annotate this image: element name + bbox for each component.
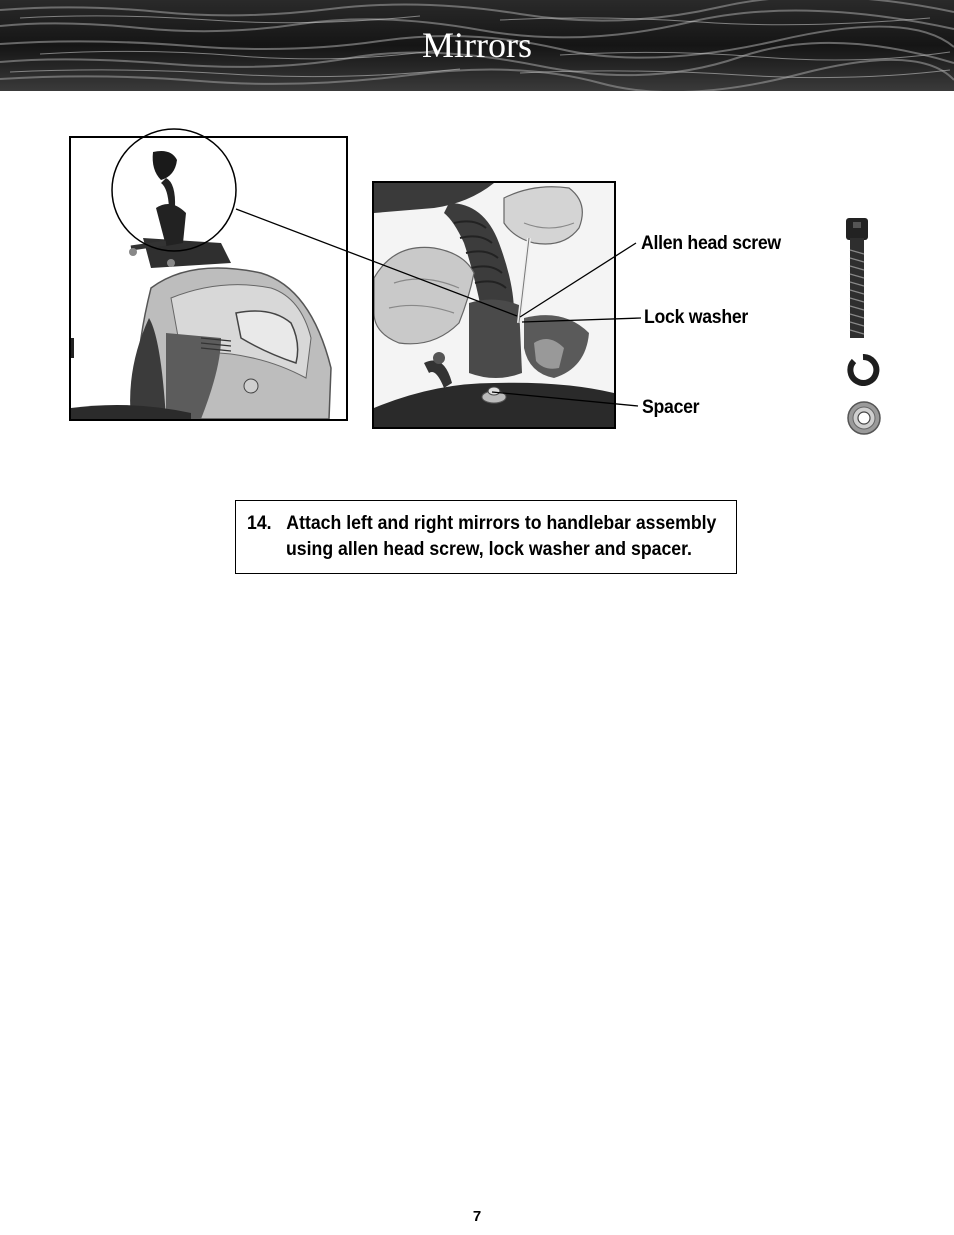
step-line-1 [247, 513, 716, 535]
page-number: 7 [472, 1208, 482, 1225]
scooter-photo [69, 136, 348, 421]
instruction-step-box [235, 500, 737, 574]
header-banner [0, 0, 954, 91]
lock-washer-label: Lock washer [644, 307, 748, 328]
step-text-line-1: Attach left and right mirrors to handlebar assembly [286, 513, 717, 534]
spacer-icon [846, 400, 882, 436]
page-title: Mirrors [422, 25, 532, 65]
allen-head-screw-icon [842, 218, 872, 340]
closeup-mounting-photo [372, 181, 616, 429]
step-number: 14. [247, 513, 272, 534]
lock-washer-icon [846, 354, 880, 386]
allen-head-screw-label: Allen head screw [641, 233, 781, 254]
step-text-line-2: using allen head screw, lock washer and spacer. [286, 539, 692, 560]
spacer-label: Spacer [642, 397, 700, 418]
